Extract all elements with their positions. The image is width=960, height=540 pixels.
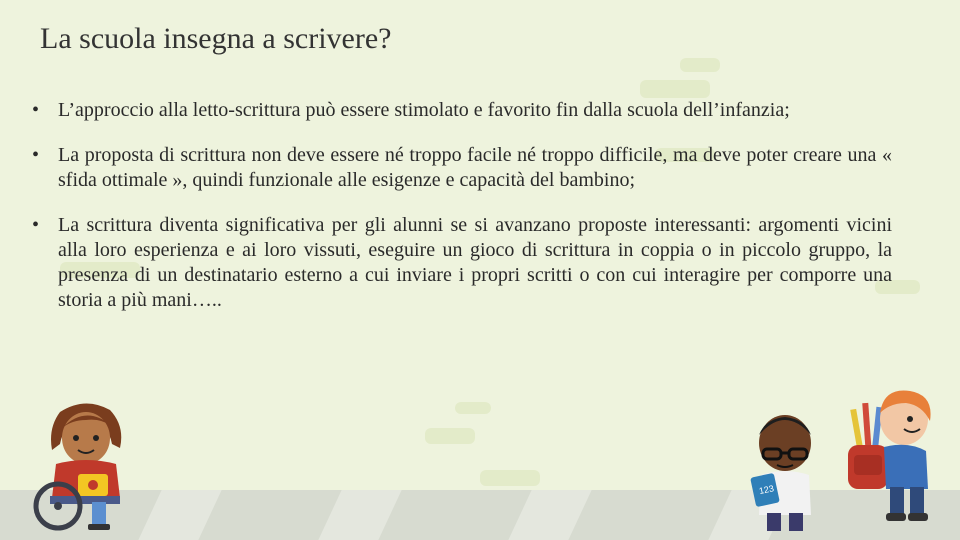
background-dash bbox=[425, 428, 475, 444]
slide-title: La scuola insegna a scrivere? bbox=[40, 22, 392, 55]
girl-wheelchair-illustration bbox=[30, 398, 145, 533]
background-dash bbox=[455, 402, 491, 414]
background-dash bbox=[480, 470, 540, 486]
bullet-item: • L’approccio alla letto-scrittura può essere stimolato e favorito fin dalla scuola dell’infanzia; bbox=[30, 98, 892, 123]
background-dash bbox=[640, 80, 710, 98]
book-label: 123 bbox=[758, 483, 775, 497]
bullet-item: • La scrittura diventa significativa per gli alunni se si avanzano proposte interessanti: argomenti vicini alla loro esperienza e ai loro vissuti, eseguire un gioco di scrittura in coppia o in piccolo gruppo, la presenza di un destinatario esterno a cui inviare i propri scritti o con cui interagire per comporre una storia a più mani….. bbox=[30, 213, 892, 313]
background-dash bbox=[680, 58, 720, 72]
bullet-list bbox=[30, 98, 892, 333]
road-stripe bbox=[138, 490, 221, 540]
boy-with-book-illustration bbox=[745, 405, 830, 535]
road-stripe bbox=[318, 490, 401, 540]
bullet-item: • La proposta di scrittura non deve essere né troppo facile né troppo difficile, ma deve poter creare una « sfida ottimale », quindi funzionale alle esigenze e capacità del bambino; bbox=[30, 143, 892, 193]
boy-with-backpack-illustration bbox=[840, 385, 940, 530]
road-stripe bbox=[508, 490, 591, 540]
